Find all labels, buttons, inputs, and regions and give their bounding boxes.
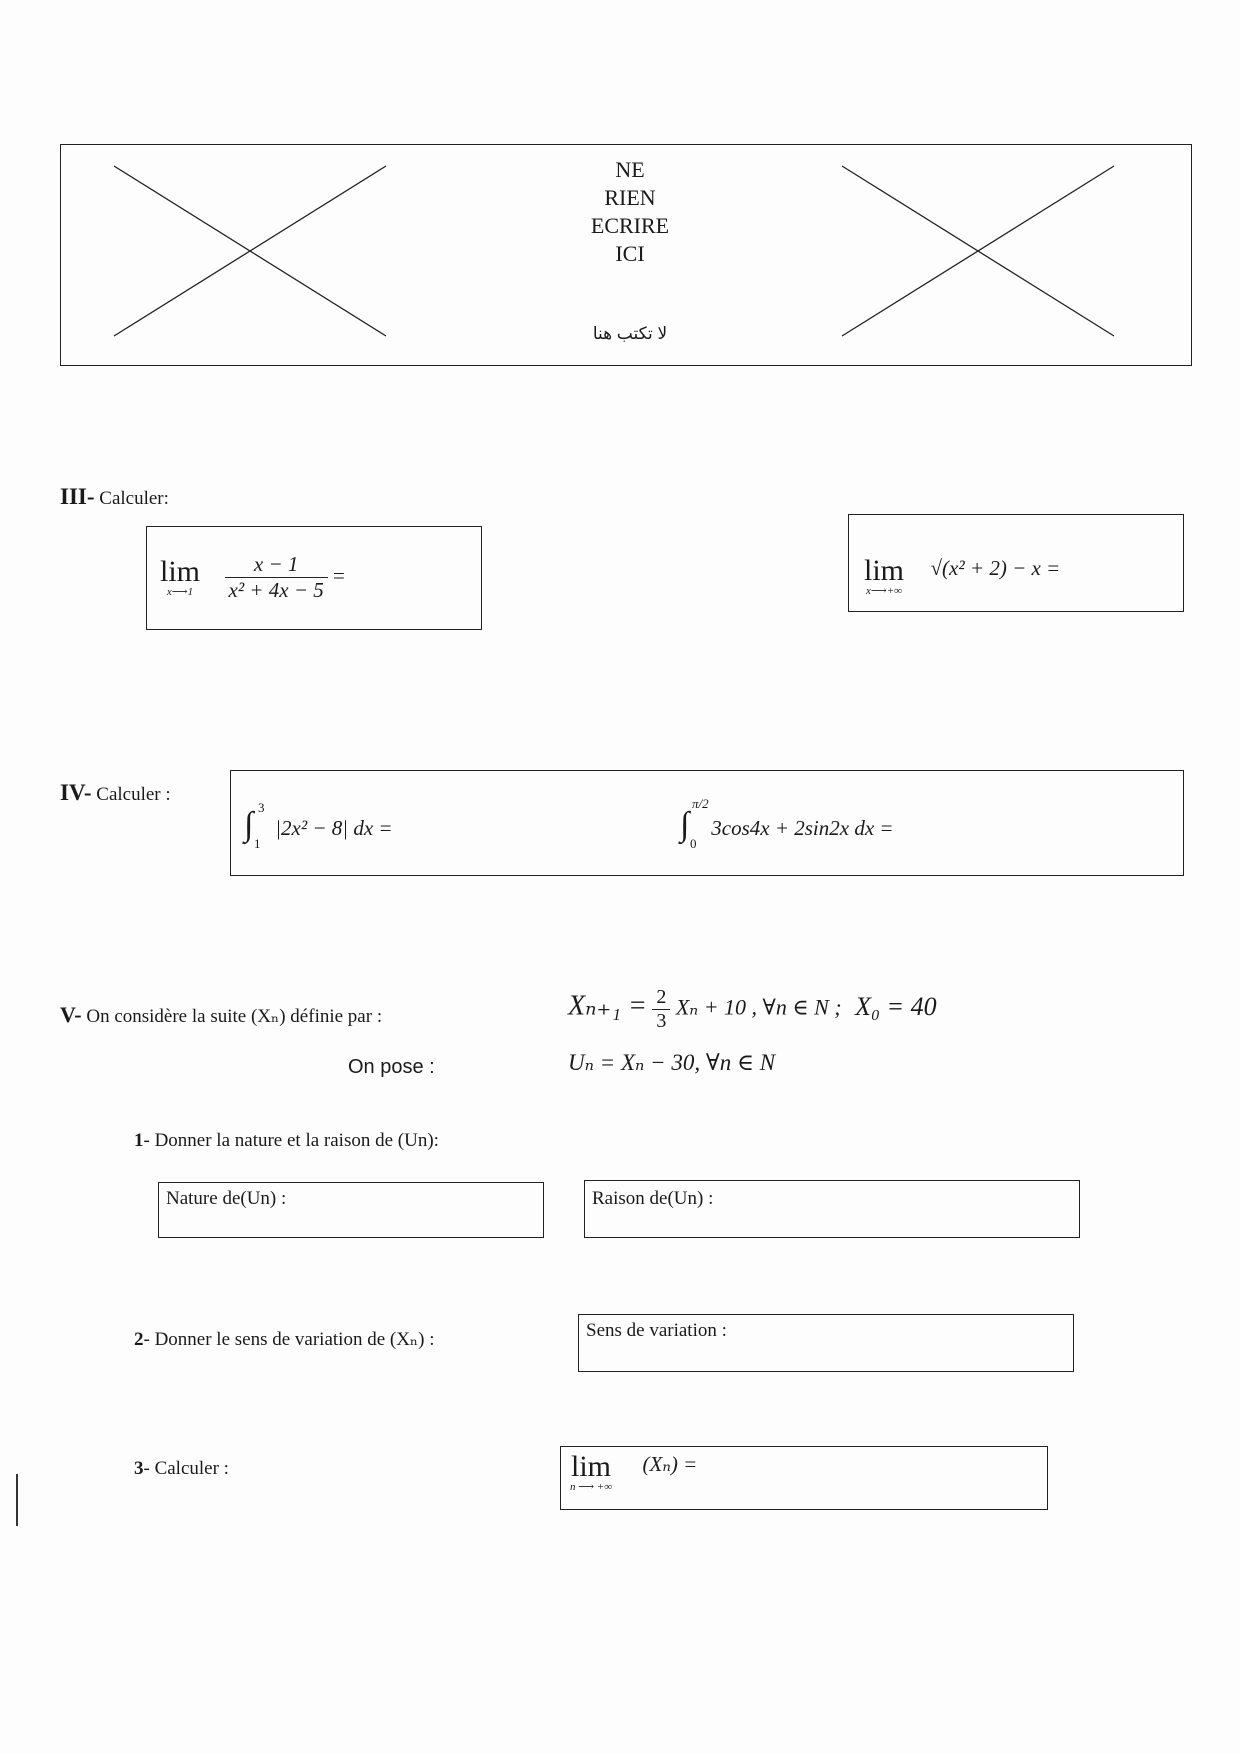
question-text: - Donner la nature et la raison de (Un): — [143, 1130, 439, 1151]
integral-1 — [244, 800, 393, 851]
header-line: NE — [615, 157, 645, 182]
limit-2-body: √(x² + 2) − x = — [930, 556, 1061, 580]
equals: = — [333, 563, 345, 588]
limit-1-fraction — [225, 552, 328, 603]
lim-operator: lim n ⟶ +∞ — [570, 1450, 613, 1493]
integral-sign-icon: ∫ — [244, 806, 254, 843]
question-3 — [134, 1458, 229, 1480]
initial-term: X₀ = 40 — [855, 991, 937, 1021]
question-number: 3 — [134, 1458, 144, 1479]
upper-bound: π/2 — [692, 796, 709, 811]
question-text: - Donner le sens de variation de (Xₙ) : — [143, 1329, 435, 1350]
pose-label: On pose : — [348, 1056, 435, 1078]
raison-box-label: Raison de(Un) : — [592, 1188, 714, 1209]
cross-left-icon — [110, 162, 390, 342]
section-number: V- — [60, 1002, 82, 1027]
section-4-heading — [60, 780, 171, 806]
header-line: ECRIRE — [590, 213, 670, 238]
lim-operator: lim x⟶1 — [160, 555, 201, 598]
header-line: RIEN — [604, 185, 656, 210]
limit-xn-expression — [570, 1452, 697, 1493]
arabic-do-not-write: لا تكتب هنا — [592, 324, 668, 343]
lower-bound: 1 — [254, 836, 261, 851]
denominator: 3 — [656, 1010, 667, 1032]
section-5-heading — [60, 1002, 382, 1028]
recurrence-lhs: Xₙ₊₁ = — [568, 990, 647, 1022]
section-intro: On considère la suite (Xₙ) définie par : — [86, 1006, 383, 1027]
pose-expression: Uₙ = Xₙ − 30, ∀n ∈ N — [568, 1050, 776, 1075]
variation-box-label: Sens de variation : — [586, 1320, 727, 1341]
question-1 — [134, 1130, 439, 1152]
recurrence-fraction — [652, 986, 670, 1033]
question-number: 2 — [134, 1329, 144, 1350]
section-label: Calculer: — [99, 488, 169, 509]
recurrence-relation — [568, 986, 937, 1033]
section-number: III- — [60, 484, 95, 509]
header-line: ICI — [615, 241, 645, 266]
section-3-heading — [60, 484, 169, 510]
do-not-write-text — [560, 156, 700, 268]
limit-xn-body: (Xₙ) = — [642, 1452, 698, 1476]
section-label: Calculer : — [96, 784, 171, 805]
section-number: IV- — [60, 780, 92, 805]
lim-operator: lim x⟶+∞ — [864, 554, 905, 597]
limit-2-expression — [864, 556, 1060, 597]
nature-box-label: Nature de(Un) : — [166, 1188, 287, 1209]
numerator: x − 1 — [225, 552, 328, 578]
recurrence-rhs: Xₙ + 10 , ∀n ∈ N ; — [675, 994, 842, 1020]
lower-bound: 0 — [690, 836, 697, 851]
question-number: 1 — [134, 1130, 144, 1151]
integral-1-body: |2x² − 8| dx = — [275, 816, 393, 840]
integral-sign-icon: ∫ — [680, 806, 690, 843]
limit-1-expression — [160, 552, 345, 603]
numerator: 2 — [652, 986, 670, 1010]
scan-mark — [16, 1474, 18, 1526]
denominator: x² + 4x − 5 — [228, 578, 324, 602]
cross-right-icon — [838, 162, 1118, 342]
question-text: - Calculer : — [143, 1458, 229, 1479]
integral-2-body: 3cos4x + 2sin2x dx = — [711, 816, 894, 840]
question-2 — [134, 1328, 435, 1351]
upper-bound: 3 — [258, 800, 265, 815]
integral-2 — [680, 796, 894, 851]
